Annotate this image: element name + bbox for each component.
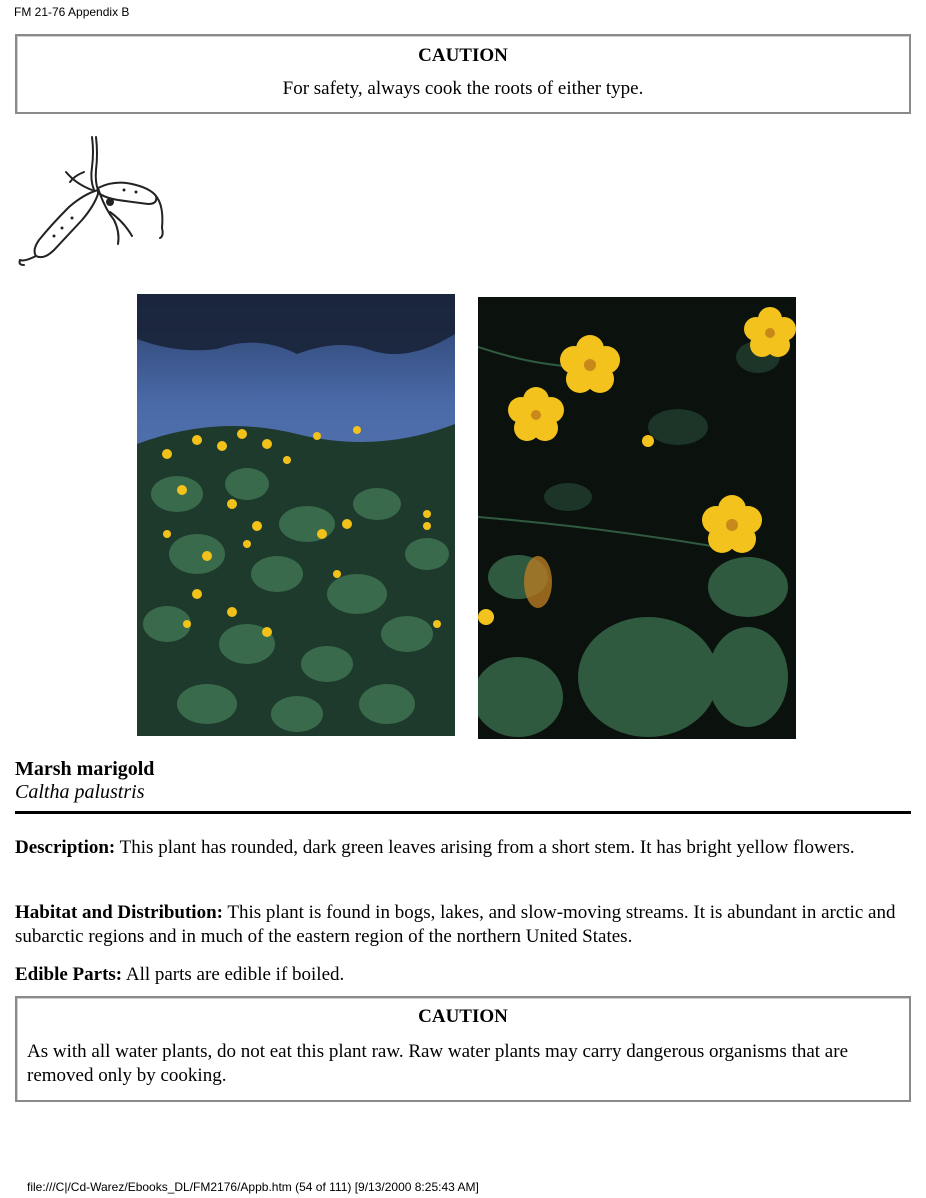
habitat-paragraph — [15, 901, 911, 949]
page-header: FM 21-76 Appendix B — [14, 5, 130, 19]
section-divider — [15, 811, 911, 814]
description-text: This plant has rounded, dark green leaves arising from a short stem. It has bright yellow flowers. — [115, 837, 855, 858]
description-paragraph — [15, 836, 911, 860]
edible-parts-paragraph — [15, 963, 911, 987]
edible-label: Edible Parts: — [15, 964, 123, 985]
flowers-photo — [478, 297, 796, 739]
caution-title: CAUTION — [418, 1006, 508, 1027]
habitat-label: Habitat and Distribution: — [15, 902, 223, 923]
edible-text: All parts are edible if boiled. — [122, 964, 345, 985]
caution-text: For safety, always cook the roots of either type. — [282, 78, 644, 99]
habitat-text: This plant is found in bogs, lakes, and slow-moving streams. It is abundant in arctic and subarctic regions and in much of the eastern region of the northern United States. — [15, 902, 896, 947]
page-footer-url: file:///C|/Cd-Warez/Ebooks_DL/FM2176/Appb.htm (54 of 111) [9/13/2000 8:25:43 AM] — [27, 1180, 479, 1194]
plant-scientific-name: Caltha palustris — [15, 781, 145, 803]
description-label: Description: — [15, 837, 116, 858]
caution-text: As with all water plants, do not eat this plant raw. Raw water plants may carry dangerous organisms that are removed only by cooking. — [27, 1041, 848, 1086]
root-sketch-image — [14, 132, 174, 272]
plant-common-name: Marsh marigold — [15, 758, 155, 780]
caution-box-top — [15, 34, 911, 114]
caution-title: CAUTION — [418, 45, 508, 66]
habitat-photo — [137, 294, 455, 736]
caution-box-bottom — [15, 996, 911, 1102]
